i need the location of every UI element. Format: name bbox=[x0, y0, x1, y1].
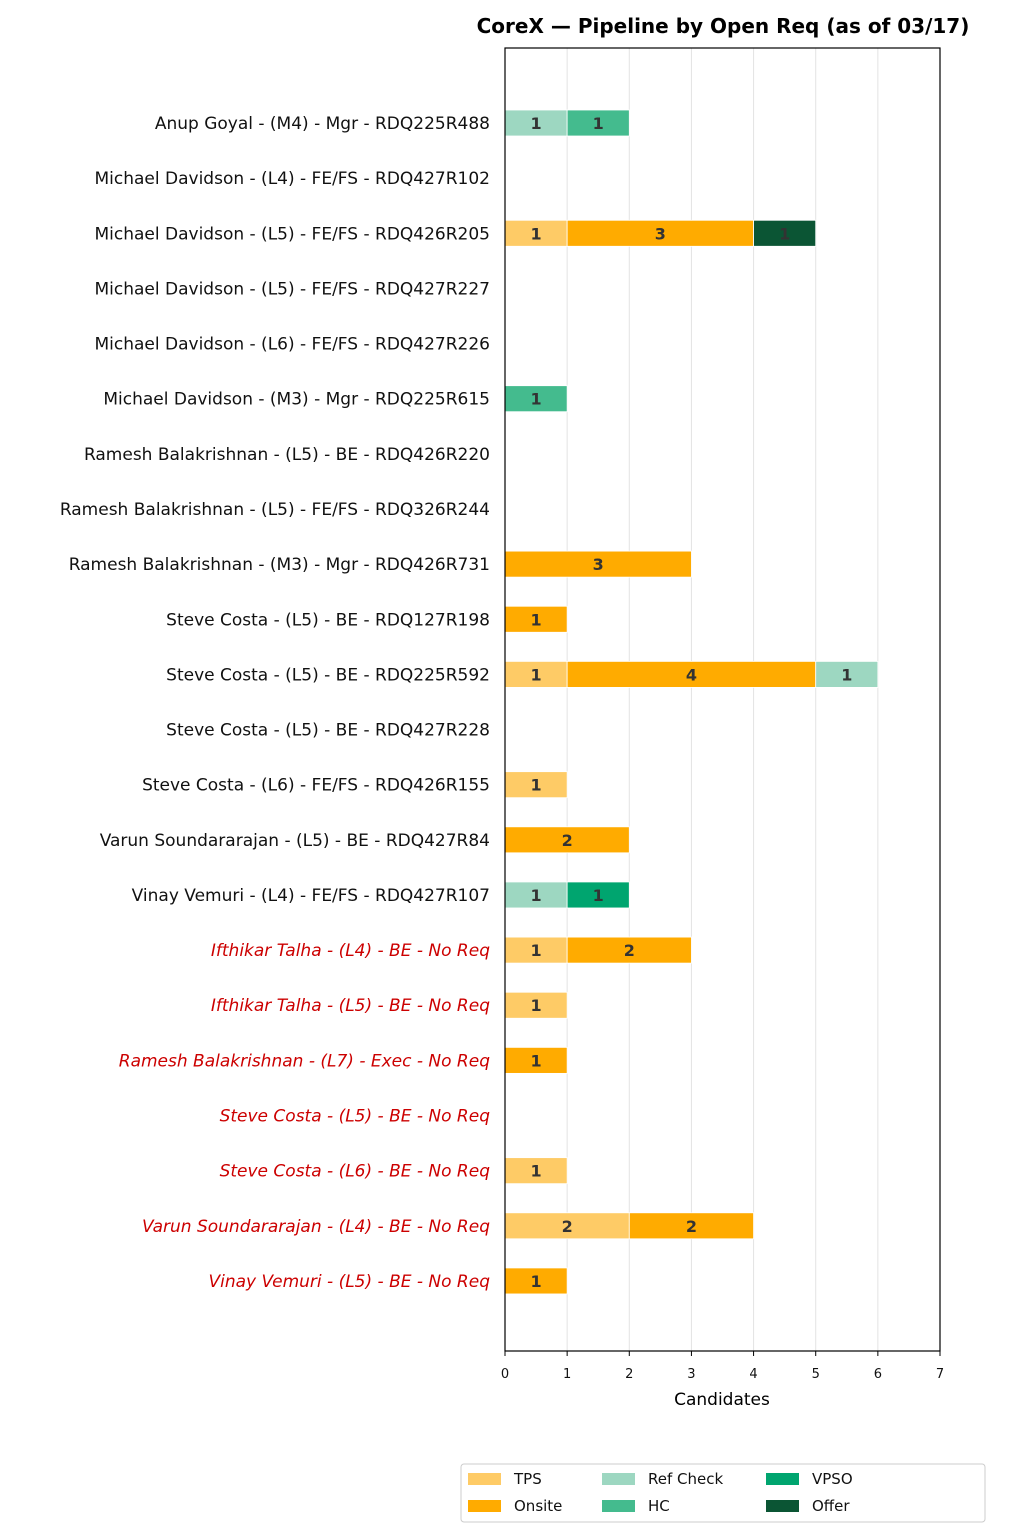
legend-label-ref-check: Ref Check bbox=[648, 1470, 724, 1488]
category-label-11: Steve Costa - (L5) - BE - RDQ427R228 bbox=[166, 720, 490, 741]
bar-value-label-3-0: 1 bbox=[592, 114, 604, 133]
category-label-0: Anup Goyal - (M4) - Mgr - RDQ225R488 bbox=[154, 114, 490, 134]
category-label-18: Steve Costa - (L5) - BE - No Req bbox=[219, 1106, 490, 1127]
bar-value-label-0-2: 1 bbox=[530, 224, 542, 244]
bar-value-label-2-14: 1 bbox=[530, 885, 542, 905]
bar-value-label-3-5: 1 bbox=[530, 389, 542, 409]
bar-value-label-5-2: 1 bbox=[779, 224, 791, 244]
bar-value-label-2-10: 1 bbox=[841, 665, 853, 685]
x-axis-ticks bbox=[501, 1351, 944, 1382]
category-label-4: Michael Davidson - (L6) - FE/FS - RDQ427R226 bbox=[94, 334, 490, 355]
category-label-20: Varun Soundararajan - (L4) - BE - No Req bbox=[142, 1216, 490, 1237]
bar-value-label-1-2: 3 bbox=[654, 224, 666, 244]
category-label-17: Ramesh Balakrishnan - (L7) - Exec - No Req bbox=[118, 1051, 490, 1072]
legend-swatch-offer bbox=[766, 1500, 799, 1512]
category-label-21: Vinay Vemuri - (L5) - BE - No Req bbox=[208, 1271, 490, 1292]
category-label-14: Vinay Vemuri - (L4) - FE/FS - RDQ427R107 bbox=[131, 885, 490, 906]
bar-value-label-0-12: 1 bbox=[530, 775, 542, 795]
x-tick-label-1: 1 bbox=[563, 1367, 572, 1382]
category-label-2: Michael Davidson - (L5) - FE/FS - RDQ426R205 bbox=[94, 224, 490, 245]
legend-label-vpso: VPSO bbox=[812, 1470, 853, 1488]
chart-title: CoreX — Pipeline by Open Req (as of 03/17) bbox=[476, 14, 970, 38]
legend-swatch-ref-check bbox=[602, 1473, 635, 1485]
bar-value-label-0-10: 1 bbox=[530, 665, 542, 685]
bar-value-label-1-21: 1 bbox=[530, 1271, 542, 1291]
category-label-10: Steve Costa - (L5) - BE - RDQ225R592 bbox=[166, 665, 490, 686]
category-label-16: Ifthikar Talha - (L5) - BE - No Req bbox=[210, 996, 490, 1017]
category-label-13: Varun Soundararajan - (L5) - BE - RDQ427R84 bbox=[99, 830, 490, 851]
x-tick-label-3: 3 bbox=[687, 1367, 696, 1382]
bar-value-label-0-15: 1 bbox=[530, 941, 542, 961]
bar-value-label-1-20: 2 bbox=[685, 1216, 697, 1236]
x-tick-label-6: 6 bbox=[873, 1367, 882, 1382]
legend-label-offer: Offer bbox=[812, 1497, 850, 1515]
category-labels bbox=[60, 114, 490, 1292]
category-label-8: Ramesh Balakrishnan - (M3) - Mgr - RDQ426R731 bbox=[68, 555, 490, 576]
category-label-19: Steve Costa - (L6) - BE - No Req bbox=[219, 1161, 490, 1182]
bar-value-label-1-17: 1 bbox=[530, 1051, 542, 1071]
bar-value-label-1-13: 2 bbox=[561, 830, 573, 850]
bar-value-label-0-16: 1 bbox=[530, 996, 542, 1016]
bar-value-label-1-8: 3 bbox=[592, 555, 604, 575]
bar-value-label-0-20: 2 bbox=[561, 1216, 573, 1236]
bar-value-label-0-19: 1 bbox=[530, 1161, 542, 1181]
category-label-9: Steve Costa - (L5) - BE - RDQ127R198 bbox=[166, 610, 490, 631]
x-tick-label-2: 2 bbox=[625, 1367, 634, 1382]
bar-value-label-1-9: 1 bbox=[530, 610, 542, 630]
legend-label-onsite: Onsite bbox=[514, 1497, 563, 1515]
legend-swatch-vpso bbox=[766, 1473, 799, 1485]
category-label-5: Michael Davidson - (M3) - Mgr - RDQ225R615 bbox=[103, 389, 490, 410]
category-label-15: Ifthikar Talha - (L4) - BE - No Req bbox=[210, 941, 490, 962]
x-tick-label-7: 7 bbox=[935, 1367, 945, 1382]
bar-value-label-1-10: 4 bbox=[685, 665, 697, 685]
bar-value-label-4-14: 1 bbox=[592, 885, 604, 905]
legend-swatch-tps bbox=[468, 1473, 501, 1485]
x-tick-label-5: 5 bbox=[811, 1367, 820, 1382]
legend-swatch-onsite bbox=[468, 1500, 501, 1512]
legend-label-tps: TPS bbox=[514, 1470, 542, 1488]
bar-value-label-1-15: 2 bbox=[623, 941, 635, 961]
legend-label-hc: HC bbox=[648, 1497, 670, 1515]
x-axis-title: Candidates bbox=[674, 1390, 770, 1410]
category-label-6: Ramesh Balakrishnan - (L5) - BE - RDQ426R220 bbox=[83, 444, 490, 465]
category-label-3: Michael Davidson - (L5) - FE/FS - RDQ427R227 bbox=[94, 279, 490, 300]
category-label-12: Steve Costa - (L6) - FE/FS - RDQ426R155 bbox=[142, 775, 490, 796]
bar-value-label-2-0: 1 bbox=[530, 114, 542, 133]
legend-swatch-hc bbox=[602, 1500, 635, 1512]
x-tick-label-0: 0 bbox=[500, 1367, 510, 1382]
x-tick-label-4: 4 bbox=[749, 1367, 758, 1382]
category-label-7: Ramesh Balakrishnan - (L5) - FE/FS - RDQ326R244 bbox=[59, 499, 490, 520]
category-label-1: Michael Davidson - (L4) - FE/FS - RDQ427R102 bbox=[94, 169, 490, 190]
legend bbox=[461, 1464, 985, 1522]
